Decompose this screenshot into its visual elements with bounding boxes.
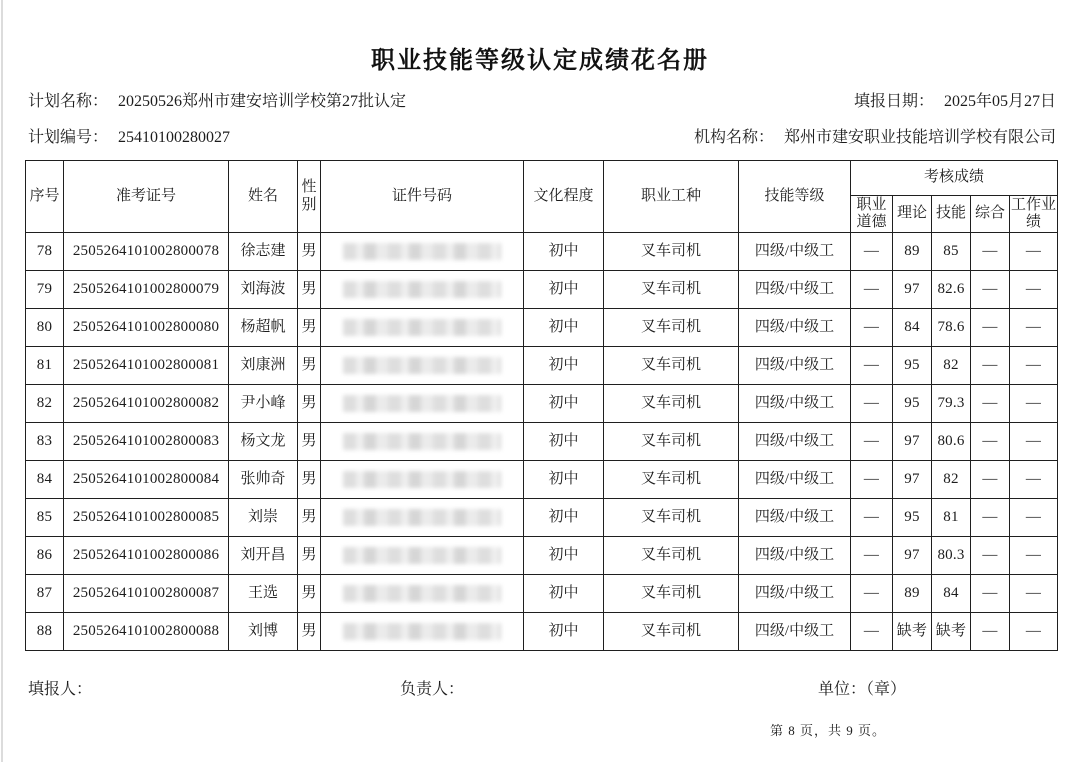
cell-id-number (321, 233, 524, 271)
meta-row-2 (28, 124, 1056, 147)
col-header-score-theory: 理论 (893, 196, 932, 233)
cell-id-number (321, 575, 524, 613)
cell-education: 初中 (524, 233, 604, 271)
cell-score-theory: 97 (893, 537, 932, 575)
cell-level: 四级/中级工 (739, 461, 851, 499)
cell-ticket-no: 2505264101002800082 (64, 385, 229, 423)
cell-score-theory: 89 (893, 575, 932, 613)
plan-name-field (28, 88, 406, 111)
cell-occupation: 叉车司机 (604, 613, 739, 651)
table-row (26, 233, 1058, 271)
plan-name-value: 20250526郑州市建安培训学校第27批认定 (118, 93, 407, 110)
header-row-main (26, 161, 1058, 196)
cell-occupation: 叉车司机 (604, 309, 739, 347)
col-header-score-skill: 技能 (932, 196, 971, 233)
cell-score-theory: 97 (893, 271, 932, 309)
cell-seq: 81 (26, 347, 64, 385)
col-header-level: 技能等级 (739, 161, 851, 233)
cell-score-skill: 缺考 (932, 613, 971, 651)
cell-score-work: — (1010, 347, 1058, 385)
col-header-name: 姓名 (229, 161, 298, 233)
cell-ticket-no: 2505264101002800078 (64, 233, 229, 271)
cell-id-number (321, 347, 524, 385)
cell-level: 四级/中级工 (739, 423, 851, 461)
cell-occupation: 叉车司机 (604, 423, 739, 461)
cell-score-comprehensive: — (971, 461, 1010, 499)
cell-gender: 男 (298, 461, 321, 499)
org-name-field (694, 124, 1056, 147)
cell-level: 四级/中级工 (739, 499, 851, 537)
cell-name: 杨文龙 (229, 423, 298, 461)
col-header-occupation: 职业工种 (604, 161, 739, 233)
cell-education: 初中 (524, 385, 604, 423)
cell-score-work: — (1010, 423, 1058, 461)
col-header-ticket-no: 准考证号 (64, 161, 229, 233)
cell-gender: 男 (298, 347, 321, 385)
report-date-label: 填报日期： (853, 93, 934, 110)
id-number-redacted (343, 585, 501, 602)
id-number-redacted (343, 243, 501, 260)
cell-name: 刘海波 (229, 271, 298, 309)
report-date-field (854, 88, 1056, 111)
cell-score-comprehensive: — (971, 613, 1010, 651)
cell-score-skill: 79.3 (932, 385, 971, 423)
cell-ticket-no: 2505264101002800081 (64, 347, 229, 385)
cell-name: 刘开昌 (229, 537, 298, 575)
cell-score-skill: 81 (932, 499, 971, 537)
cell-score-ethics: — (851, 309, 893, 347)
cell-score-theory: 84 (893, 309, 932, 347)
cell-occupation: 叉车司机 (604, 537, 739, 575)
cell-score-comprehensive: — (971, 385, 1010, 423)
cell-education: 初中 (524, 423, 604, 461)
cell-seq: 83 (26, 423, 64, 461)
cell-gender: 男 (298, 499, 321, 537)
cell-level: 四级/中级工 (739, 385, 851, 423)
cell-score-comprehensive: — (971, 347, 1010, 385)
cell-name: 徐志建 (229, 233, 298, 271)
id-number-redacted (343, 357, 501, 374)
cell-ticket-no: 2505264101002800085 (64, 499, 229, 537)
cell-gender: 男 (298, 233, 321, 271)
cell-score-comprehensive: — (971, 423, 1010, 461)
cell-gender: 男 (298, 613, 321, 651)
cell-education: 初中 (524, 537, 604, 575)
id-number-redacted (343, 281, 501, 298)
cell-id-number (321, 613, 524, 651)
cell-level: 四级/中级工 (739, 233, 851, 271)
plan-no-value: 25410100280027 (118, 129, 231, 146)
cell-score-comprehensive: — (971, 271, 1010, 309)
cell-score-theory: 97 (893, 423, 932, 461)
score-roster-table (25, 160, 1058, 651)
id-number-redacted (343, 471, 501, 488)
cell-gender: 男 (298, 423, 321, 461)
plan-no-label: 计划编号： (28, 129, 109, 146)
cell-occupation: 叉车司机 (604, 499, 739, 537)
cell-seq: 84 (26, 461, 64, 499)
cell-id-number (321, 309, 524, 347)
cell-score-skill: 85 (932, 233, 971, 271)
cell-score-comprehensive: — (971, 499, 1010, 537)
cell-score-work: — (1010, 271, 1058, 309)
cell-education: 初中 (524, 575, 604, 613)
cell-score-skill: 84 (932, 575, 971, 613)
cell-ticket-no: 2505264101002800086 (64, 537, 229, 575)
cell-seq: 82 (26, 385, 64, 423)
table-row (26, 271, 1058, 309)
table-row (26, 347, 1058, 385)
cell-score-comprehensive: — (971, 309, 1010, 347)
table-row (26, 613, 1058, 651)
cell-education: 初中 (524, 309, 604, 347)
id-number-redacted (343, 433, 501, 450)
cell-ticket-no: 2505264101002800088 (64, 613, 229, 651)
col-header-score-work: 工作业绩 (1010, 196, 1058, 233)
page-title: 职业技能等级认定成绩花名册 (371, 47, 709, 74)
cell-score-ethics: — (851, 461, 893, 499)
cell-ticket-no: 2505264101002800087 (64, 575, 229, 613)
id-number-redacted (343, 509, 501, 526)
cell-score-ethics: — (851, 423, 893, 461)
cell-occupation: 叉车司机 (604, 461, 739, 499)
cell-score-theory: 95 (893, 347, 932, 385)
cell-score-theory: 97 (893, 461, 932, 499)
cell-level: 四级/中级工 (739, 537, 851, 575)
cell-seq: 87 (26, 575, 64, 613)
id-number-redacted (343, 623, 501, 640)
cell-occupation: 叉车司机 (604, 233, 739, 271)
cell-seq: 78 (26, 233, 64, 271)
col-header-score-ethics: 职业道德 (851, 196, 893, 233)
cell-id-number (321, 423, 524, 461)
cell-name: 刘康洲 (229, 347, 298, 385)
cell-level: 四级/中级工 (739, 309, 851, 347)
report-date-value: 2025年05月27日 (943, 93, 1056, 110)
cell-score-work: — (1010, 233, 1058, 271)
cell-level: 四级/中级工 (739, 575, 851, 613)
cell-name: 尹小峰 (229, 385, 298, 423)
cell-seq: 80 (26, 309, 64, 347)
plan-no-field (28, 124, 230, 147)
cell-level: 四级/中级工 (739, 347, 851, 385)
cell-score-skill: 80.3 (932, 537, 971, 575)
cell-education: 初中 (524, 613, 604, 651)
cell-score-comprehensive: — (971, 537, 1010, 575)
cell-id-number (321, 271, 524, 309)
table-row (26, 423, 1058, 461)
cell-education: 初中 (524, 271, 604, 309)
cell-score-comprehensive: — (971, 575, 1010, 613)
cell-name: 张帅奇 (229, 461, 298, 499)
org-name-label: 机构名称： (693, 129, 774, 146)
manager-label: 负责人： (400, 681, 465, 698)
cell-education: 初中 (524, 499, 604, 537)
cell-gender: 男 (298, 537, 321, 575)
cell-ticket-no: 2505264101002800083 (64, 423, 229, 461)
cell-score-comprehensive: — (971, 233, 1010, 271)
page-number-info: 第 8 页，共 9 页。 (770, 723, 887, 738)
cell-id-number (321, 537, 524, 575)
cell-occupation: 叉车司机 (604, 575, 739, 613)
cell-score-theory: 缺考 (893, 613, 932, 651)
cell-education: 初中 (524, 347, 604, 385)
id-number-redacted (343, 547, 501, 564)
cell-ticket-no: 2505264101002800080 (64, 309, 229, 347)
cell-score-work: — (1010, 499, 1058, 537)
col-header-seq: 序号 (26, 161, 64, 233)
cell-education: 初中 (524, 461, 604, 499)
cell-seq: 85 (26, 499, 64, 537)
cell-score-work: — (1010, 461, 1058, 499)
cell-score-ethics: — (851, 613, 893, 651)
col-header-score-group: 考核成绩 (851, 161, 1058, 196)
id-number-redacted (343, 395, 501, 412)
cell-score-ethics: — (851, 499, 893, 537)
cell-score-skill: 80.6 (932, 423, 971, 461)
cell-id-number (321, 385, 524, 423)
cell-name: 刘崇 (229, 499, 298, 537)
cell-score-skill: 78.6 (932, 309, 971, 347)
cell-score-ethics: — (851, 347, 893, 385)
table-row (26, 461, 1058, 499)
table-row (26, 309, 1058, 347)
cell-level: 四级/中级工 (739, 613, 851, 651)
cell-id-number (321, 499, 524, 537)
cell-seq: 86 (26, 537, 64, 575)
cell-score-ethics: — (851, 271, 893, 309)
cell-occupation: 叉车司机 (604, 385, 739, 423)
cell-gender: 男 (298, 575, 321, 613)
cell-level: 四级/中级工 (739, 271, 851, 309)
cell-score-work: — (1010, 309, 1058, 347)
meta-row-1 (28, 88, 1056, 111)
cell-name: 王选 (229, 575, 298, 613)
table-row (26, 499, 1058, 537)
cell-score-work: — (1010, 537, 1058, 575)
cell-name: 刘博 (229, 613, 298, 651)
col-header-education: 文化程度 (524, 161, 604, 233)
cell-gender: 男 (298, 271, 321, 309)
id-number-redacted (343, 319, 501, 336)
cell-score-skill: 82 (932, 461, 971, 499)
cell-name: 杨超帆 (229, 309, 298, 347)
cell-occupation: 叉车司机 (604, 271, 739, 309)
cell-ticket-no: 2505264101002800079 (64, 271, 229, 309)
cell-score-skill: 82.6 (932, 271, 971, 309)
cell-score-theory: 95 (893, 385, 932, 423)
col-header-score-comprehensive: 综合 (971, 196, 1010, 233)
org-name-value: 郑州市建安职业技能培训学校有限公司 (783, 129, 1056, 146)
cell-gender: 男 (298, 385, 321, 423)
cell-occupation: 叉车司机 (604, 347, 739, 385)
preparer-label: 填报人： (28, 681, 93, 698)
cell-score-theory: 89 (893, 233, 932, 271)
cell-score-work: — (1010, 385, 1058, 423)
cell-score-work: — (1010, 575, 1058, 613)
cell-id-number (321, 461, 524, 499)
col-header-id-number: 证件号码 (321, 161, 524, 233)
cell-score-work: — (1010, 613, 1058, 651)
cell-score-theory: 95 (893, 499, 932, 537)
cell-score-skill: 82 (932, 347, 971, 385)
unit-stamp-label: 单位：（章） (818, 681, 907, 698)
cell-score-ethics: — (851, 575, 893, 613)
cell-gender: 男 (298, 309, 321, 347)
cell-ticket-no: 2505264101002800084 (64, 461, 229, 499)
cell-score-ethics: — (851, 233, 893, 271)
cell-score-ethics: — (851, 385, 893, 423)
cell-seq: 79 (26, 271, 64, 309)
cell-seq: 88 (26, 613, 64, 651)
col-header-gender: 性别 (298, 161, 321, 233)
table-row (26, 575, 1058, 613)
table-row (26, 385, 1058, 423)
cell-score-ethics: — (851, 537, 893, 575)
table-row (26, 537, 1058, 575)
plan-name-label: 计划名称： (28, 93, 109, 110)
